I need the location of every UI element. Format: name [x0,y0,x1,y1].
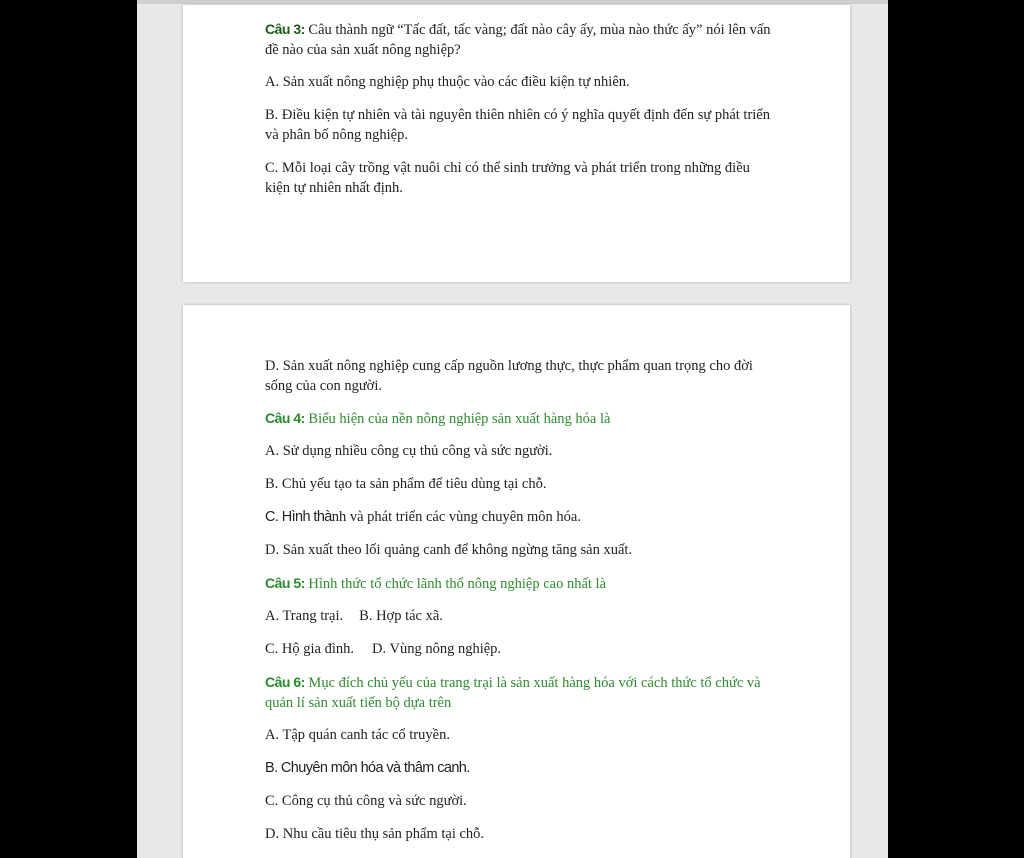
question-6-option-a: A. Tập quán canh tác cổ truyền. [265,727,450,743]
question-5-options-ab [265,606,771,626]
question-6-option-d: D. Nhu cầu tiêu thụ sản phẩm tại chỗ. [265,826,485,842]
question-3-option-a: A. Sản xuất nông nghiệp phụ thuộc vào các điều kiện tự nhiên. [265,74,630,90]
question-5-option-d: D. Vùng nông nghiệp. [372,641,502,657]
question-3-number: Câu 3: [265,21,305,37]
question-5-text: Hình thức tổ chức lãnh thổ nông nghiệp cao nhất là [308,576,607,592]
question-3-option-d: D. Sản xuất nông nghiệp cung cấp nguồn lương thực, thực phẩm quan trọng cho đời sống của con người. [265,358,753,394]
question-3-option-c: C. Mỗi loại cây trồng vật nuôi chỉ có thể sinh trưởng và phát triển trong những điều kiện tự nhiên nhất định. [265,160,750,196]
question-6-number: Câu 6: [265,674,305,690]
viewer-top-edge [137,0,888,4]
question-6 [265,672,771,713]
document-viewer[interactable] [137,0,888,858]
question-3 [265,19,771,60]
question-4-option-a: A. Sử dụng nhiều công cụ thủ công và sức người. [265,443,553,459]
document-page-2 [183,305,850,858]
question-5-option-b: B. Hợp tác xã. [359,608,443,624]
question-5 [265,573,771,594]
question-4-option-c-rest: nh và phát triển các vùng chuyên môn hóa. [331,509,581,525]
question-4-number: Câu 4: [265,410,305,426]
question-4 [265,408,771,429]
question-3-text: Câu thành ngữ “Tấc đất, tấc vàng; đất nào cây ấy, mùa nào thức ấy” nói lên vấn đề nào của sản xuất nông nghiệp? [265,22,771,58]
question-5-options-cd [265,639,771,659]
question-5-option-c: C. Hộ gia đình. [265,641,355,657]
question-6-option-c: C. Công cụ thủ công và sức người. [265,793,467,809]
question-5-option-a: A. Trang trại. [265,608,344,624]
question-4-option-c [265,507,771,527]
question-4-option-d: D. Sản xuất theo lối quảng canh để không ngừng tăng sản xuất. [265,542,633,558]
question-4-text: Biểu hiện của nền nông nghiệp sản xuất hàng hóa là [308,411,611,427]
question-4-option-b: B. Chủ yếu tạo ta sản phẩm để tiêu dùng tại chỗ. [265,476,547,492]
page-2-content [265,356,771,857]
question-3-option-b: B. Điều kiện tự nhiên và tài nguyên thiên nhiên có ý nghĩa quyết định đến sự phát triển và phân bố nông nghiệp. [265,107,770,143]
document-page-1 [183,5,850,282]
question-6-text: Mục đích chủ yếu của trang trại là sản xuất hàng hóa với cách thức tổ chức và quản lí sản xuất tiến bộ dựa trên [265,675,761,711]
question-6-option-b: B. Chuyên môn hóa và thâm canh. [265,760,470,776]
question-4-option-c-prefix: C. Hình thà [265,509,332,525]
question-5-number: Câu 5: [265,575,305,591]
page-1-content [265,19,771,211]
